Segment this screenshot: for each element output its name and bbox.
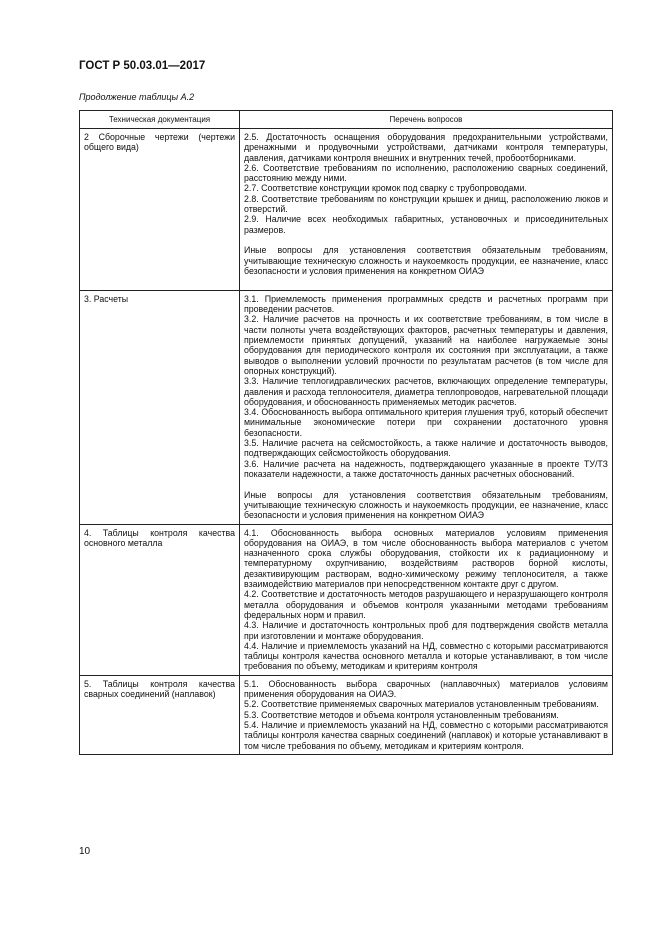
question-item: 4.2. Соответствие и достаточность методов разрушающего и неразрушающего контроля металла оборудования и объемов контроля указанными методами требованиям федеральных норм и правил. — [244, 589, 608, 620]
documentation-cell: 3. Расчеты — [80, 290, 240, 524]
column-header-questions: Перечень вопросов — [240, 111, 613, 129]
table-row — [80, 675, 613, 754]
table-row — [80, 290, 613, 524]
question-item: 5.1. Обоснованность выбора сварочных (наплавочных) материалов условиям применения оборудования на ОИАЭ. — [244, 678, 608, 700]
question-item: 2.8. Соответствие требованиям по конструкции крышек и днищ, расположению люков и отверстий. — [244, 193, 608, 215]
question-item: 3.5. Наличие расчета на сейсмостойкость, а также наличие и достаточность выводов, подтверждающих сейсмостойкость оборудования. — [244, 438, 608, 459]
question-item: 2.6. Соответствие требованиям по исполнению, расположению сварных соединений, расстоянию между ними. — [244, 162, 608, 184]
questions-cell — [240, 129, 613, 291]
question-item: 2.9. Наличие всех необходимых габаритных, установочных и присоединительных размеров. — [244, 214, 608, 235]
question-item: 3.4. Обоснованность выбора оптимального критерия глушения труб, который обеспечит минимальные экономические потери при сохранении достаточного уровня безопасности. — [244, 407, 608, 438]
table-continuation-caption: Продолжение таблицы А.2 — [79, 92, 195, 102]
question-item: 5.4. Наличие и приемлемость указаний на НД, совместно с которыми рассматриваются таблицы контроля качества сварных соединений (наплавок) и которые устанавливают в том числе требования по объему, методикам и критериям контроля. — [244, 719, 608, 751]
documentation-cell: 2 Сборочные чертежи (чертежи общего вида) — [80, 129, 240, 291]
document-code: ГОСТ Р 50.03.01—2017 — [79, 60, 206, 72]
question-item: 5.3. Соответствие методов и объема контроля установленным требованиям. — [244, 709, 559, 720]
question-item: 3.3. Наличие теплогидравлических расчетов, включающих определение температуры, давления и расхода теплоносителя, диаметра теплопроводов, нагревательной площади оборудования, и обоснованность применяемых методик расчетов. — [244, 376, 609, 407]
other-questions-text: Иные вопросы для установления соответствия обязательным требованиям, учитывающие техническую сложность и наукоемкость продукции, ее назначение, класс безопасности и условия применения на конкретном ОИАЭ — [244, 245, 608, 277]
question-item: 5.2. Соответствие применяемых сварочных материалов установленным требованиям. — [244, 699, 599, 710]
question-item: 4.4. Наличие и приемлемость указаний на НД, совместно с которыми рассматриваются таблицы контроля качества основного металла и которые устанавливают, в том числе требования по объему, методикам и критериям контроля — [244, 640, 608, 672]
page-number: 10 — [79, 846, 91, 857]
question-item: 4.1. Обоснованность выбора основных материалов условиям применения оборудования на ОИАЭ, в том числе обоснованность выбора материалов с учетом назначенного срока службы оборудования, стойкости их к радиационному и температурному охрупчиванию, воздействиям растворов борной кислоты, дезактивирующим растворам, водно-химическому режиму теплоносителя, а также взаимодействию материалов при непосредственном контакте друг с другом. — [244, 527, 608, 590]
questions-cell — [240, 675, 613, 754]
question-item: 2.5. Достаточность оснащения оборудования предохранительными устройствами, дренажными и продувочными устройствами, датчиками контроля температуры, давления, датчиками контроля внешних и внутренних течей, пробоотборниками. — [244, 132, 608, 163]
column-header-documentation: Техническая документация — [80, 111, 240, 129]
table-row — [80, 129, 613, 291]
table-header-row — [80, 111, 613, 129]
question-item: 2.7. Соответствие конструкции кромок под сварку с трубопроводами. — [244, 183, 527, 194]
question-item: 3.6. Наличие расчета на надежность, подтверждающего указанные в проекте ТУ/ТЗ показатели надежности, а также достаточность данных расчетных обоснований. — [244, 458, 608, 479]
table-row — [80, 524, 613, 675]
question-item: 3.2. Наличие расчетов на прочность и их соответствие требованиям, в том числе в части полноты учета воздействующих факторов, расчетных температуры и давления, приемлемости принятых допущений, указаний на наиболее нагружаемые зоны оборудования для периодического контроля их состояния при эксплуатации, а также выводов о выполнении условий прочности по результатам расчетов (в том числе для опорных конструкций). — [244, 314, 608, 376]
documentation-cell: 5. Таблицы контроля качества сварных соединений (наплавок) — [80, 675, 240, 754]
requirements-table — [79, 110, 613, 755]
questions-cell — [240, 524, 613, 675]
question-item: 3.1. Приемлемость применения программных средств и расчетных программ при проведении расчетов. — [244, 293, 608, 315]
documentation-cell: 4. Таблицы контроля качества основного металла — [80, 524, 240, 675]
question-item: 4.3. Наличие и достаточность контрольных проб для подтверждения свойств металла при изготовлении и монтаже оборудования. — [244, 620, 608, 641]
other-questions-text: Иные вопросы для установления соответствия обязательным требованиям, учитывающие техническую сложность и наукоемкость продукции, ее назначение, класс безопасности и условия применения на конкретном ОИАЭ — [244, 489, 608, 521]
questions-cell — [240, 290, 613, 524]
